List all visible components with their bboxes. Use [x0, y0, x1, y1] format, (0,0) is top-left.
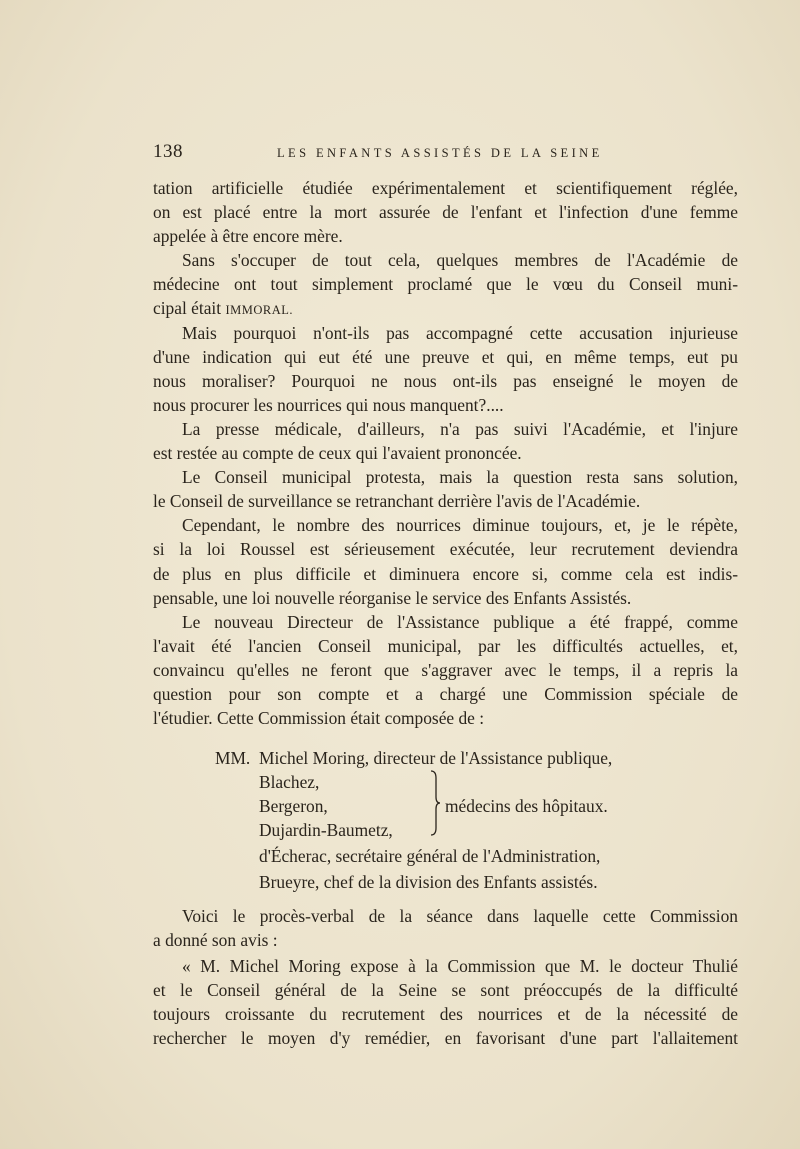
- text-line: La presse médicale, d'ailleurs, n'a pas suivi l'Académie, et l'injure: [182, 418, 738, 439]
- text-line: l'avait été l'ancien Conseil municipal, par les difficultés actuelles, et,: [153, 635, 738, 656]
- text-line: pensable, une loi nouvelle réorganise le service des Enfants Assistés.: [153, 587, 632, 608]
- member-brueyre: Brueyre, chef de la division des Enfants assistés.: [259, 872, 598, 892]
- text-line: a donné son avis :: [153, 930, 278, 951]
- text-line: convaincu qu'elles ne feront que s'aggraver avec le temps, il a repris la: [153, 659, 738, 680]
- text-line: l'étudier. Cette Commission était composée de :: [153, 708, 485, 729]
- text-line: toujours croissante du recrutement des nourrices et de la nécessité de: [153, 1004, 738, 1025]
- text-line: Mais pourquoi n'ont-ils pas accompagné cette accusation injurieuse: [182, 322, 738, 343]
- text-line: est restée au compte de ceux qui l'avaient prononcée.: [153, 443, 522, 464]
- text-line: d'une indication qui eut été une preuve et qui, en même temps, eut pu: [153, 346, 738, 367]
- text-line: [153, 296, 738, 320]
- page-number: 138: [153, 141, 183, 162]
- text-line: nous moraliser? Pourquoi ne nous ont-ils pas enseigné le moyen de: [153, 370, 738, 391]
- text-line: appelée à être encore mère.: [153, 226, 343, 247]
- text-line: nous procurer les nourrices qui nous manquent?....: [153, 394, 504, 415]
- body-text-bottom: [153, 904, 738, 1051]
- text-fragment: cipal était: [153, 298, 222, 319]
- text-line: tation artificielle étudiée expérimentalement et scientifiquement réglée,: [153, 178, 738, 198]
- text-line: si la loi Roussel est sérieusement exécutée, leur recrutement deviendra: [153, 539, 738, 560]
- member-echerac: d'Écherac, secrétaire général de l'Administration,: [259, 846, 601, 866]
- running-title: LES ENFANTS ASSISTÉS DE LA SEINE: [277, 146, 603, 160]
- text-line: Le Conseil municipal protesta, mais la question resta sans solution,: [182, 467, 738, 488]
- text-line: de plus en plus difficile et diminuera encore si, comme cela est indis-: [153, 563, 738, 584]
- commission-members-list: [153, 745, 738, 895]
- physicians-group-label: médecins des hôpitaux.: [445, 796, 608, 816]
- text-line: rechercher le moyen d'y remédier, en favorisant d'une part l'allaitement: [153, 1028, 738, 1049]
- member-dujardin-baumetz: Dujardin-Baumetz,: [259, 820, 393, 840]
- body-text-top: [153, 176, 738, 730]
- text-line: médecine ont tout simplement proclamé que le vœu du Conseil muni-: [153, 274, 738, 295]
- text-line: Le nouveau Directeur de l'Assistance publique a été frappé, comme: [182, 611, 738, 632]
- text-line: Cependant, le nombre des nourrices diminue toujours, et, je le répète,: [182, 515, 738, 536]
- text-line: « M. Michel Moring expose à la Commission que M. le docteur Thulié: [182, 956, 738, 977]
- text-line: le Conseil de surveillance se retranchant derrière l'avis de l'Académie.: [153, 491, 641, 512]
- text-line: on est placé entre la mort assurée de l'enfant et l'infection d'une femme: [153, 202, 738, 223]
- text-line: question pour son compte et a chargé une Commission spéciale de: [153, 683, 738, 704]
- text-line: Sans s'occuper de tout cela, quelques membres de l'Académie de: [182, 250, 738, 271]
- text-line: Voici le procès-verbal de la séance dans laquelle cette Commission: [182, 906, 738, 926]
- member-bergeron: Bergeron,: [259, 796, 328, 816]
- text-line: et le Conseil général de la Seine se sont préoccupés de la difficulté: [153, 980, 738, 1001]
- members-prefix: MM.: [215, 748, 251, 768]
- small-caps-word: IMMORAL.: [225, 303, 293, 318]
- curly-brace: [430, 770, 440, 836]
- member-blachez: Blachez,: [259, 772, 320, 792]
- running-header: [153, 141, 738, 165]
- member-moring: Michel Moring, directeur de l'Assistance publique,: [259, 748, 613, 768]
